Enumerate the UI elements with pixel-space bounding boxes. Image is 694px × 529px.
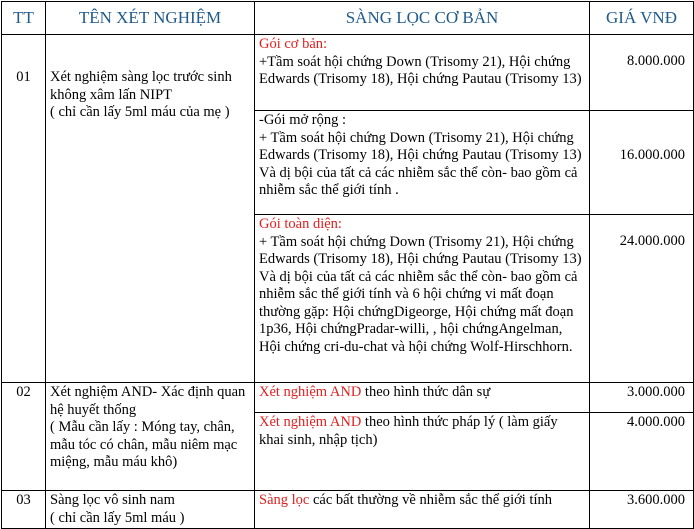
row-number: 03	[2, 491, 46, 529]
package-highlight: Xét nghiệm AND	[259, 414, 362, 430]
package-highlight: Xét nghiệm AND	[259, 384, 362, 400]
header-screening: SÀNG LỌC CƠ BẢN	[255, 2, 590, 35]
package-cell	[255, 215, 590, 383]
package-highlight: Sàng lọc	[259, 492, 310, 508]
row-number: 01	[2, 35, 46, 383]
package-desc: +Tầm soát hội chứng Down (Trisomy 21), Hội chứng Edwards (Trisomy 18), Hội chứng Pautau (Trisomy 13)	[259, 53, 582, 87]
table-row	[2, 491, 694, 529]
package-title: Gói cơ bản:	[259, 36, 328, 52]
test-name: Xét nghiệm sàng lọc trước sinh không xâm lấn NIPT	[50, 69, 232, 103]
test-name: Sàng lọc vô sinh nam	[50, 492, 175, 508]
package-title: Gói toàn diện:	[259, 216, 342, 232]
price-cell: 8.000.000	[590, 35, 694, 111]
test-note: ( chỉ cần lấy 5ml máu của mẹ )	[50, 104, 230, 120]
package-cell	[255, 413, 590, 491]
test-note: ( Mẫu cần lấy : Móng tay, chân, mẫu tóc có chân, mẫu niêm mạc miệng, mẫu máu khô)	[50, 419, 238, 470]
test-name-cell	[46, 35, 255, 383]
package-desc: theo hình thức pháp lý ( làm giấy khai sinh, nhập tịch)	[259, 414, 558, 448]
table-row	[2, 35, 694, 111]
header-tt: TT	[2, 2, 46, 35]
price-cell: 16.000.000	[590, 111, 694, 215]
table-row	[2, 383, 694, 413]
test-note: ( chỉ cần lấy 5ml máu )	[50, 509, 185, 526]
test-name: Xét nghiệm AND- Xác định quan hệ huyết thống	[50, 384, 246, 418]
price-cell: 4.000.000	[590, 413, 694, 491]
package-desc: các bất thường về nhiễm sắc thể giới tính	[309, 492, 552, 508]
header-name: TÊN XÉT NGHIỆM	[46, 2, 255, 35]
package-title: -Gói mở rộng :	[259, 112, 347, 128]
package-desc: theo hình thức dân sự	[361, 384, 491, 400]
header-row	[2, 2, 694, 35]
price-cell: 3.000.000	[590, 383, 694, 413]
package-cell	[255, 35, 590, 111]
price-table	[1, 1, 694, 529]
test-name-cell	[46, 491, 255, 529]
price-cell: 3.600.000	[590, 491, 694, 529]
package-desc: + Tầm soát hội chứng Down (Trisomy 21), Hội chứng Edwards (Trisomy 18), Hội chứng Pautau (Trisomy 13) Và dị bội của tất cả các nhiễm sắc thể còn- bao gồm cả nhiễm sắc thể giới tính và 6 hội chứng vi mất đoạn thường gặp: Hội chứngDigeorge, Hội chứng mất đoạn 1p36, Hội chứngPradar-willi, , hội chứngAngelman, Hội chứng cri-du-chat và hội chứng Wolf-Hirschhorn.	[259, 233, 582, 355]
package-cell	[255, 383, 590, 413]
header-price: GIÁ VNĐ	[590, 2, 694, 35]
price-cell: 24.000.000	[590, 215, 694, 383]
test-name-cell	[46, 383, 255, 491]
package-cell	[255, 111, 590, 215]
row-number: 02	[2, 383, 46, 491]
package-desc: + Tầm soát hội chứng Down (Trisomy 21), Hội chứng Edwards (Trisomy 18), Hội chứng Pautau (Trisomy 13) Và dị bội của tất cả các nhiễm sắc thể còn- bao gồm cả nhiễm sắc thể giới tính .	[259, 129, 582, 198]
package-cell	[255, 491, 590, 529]
